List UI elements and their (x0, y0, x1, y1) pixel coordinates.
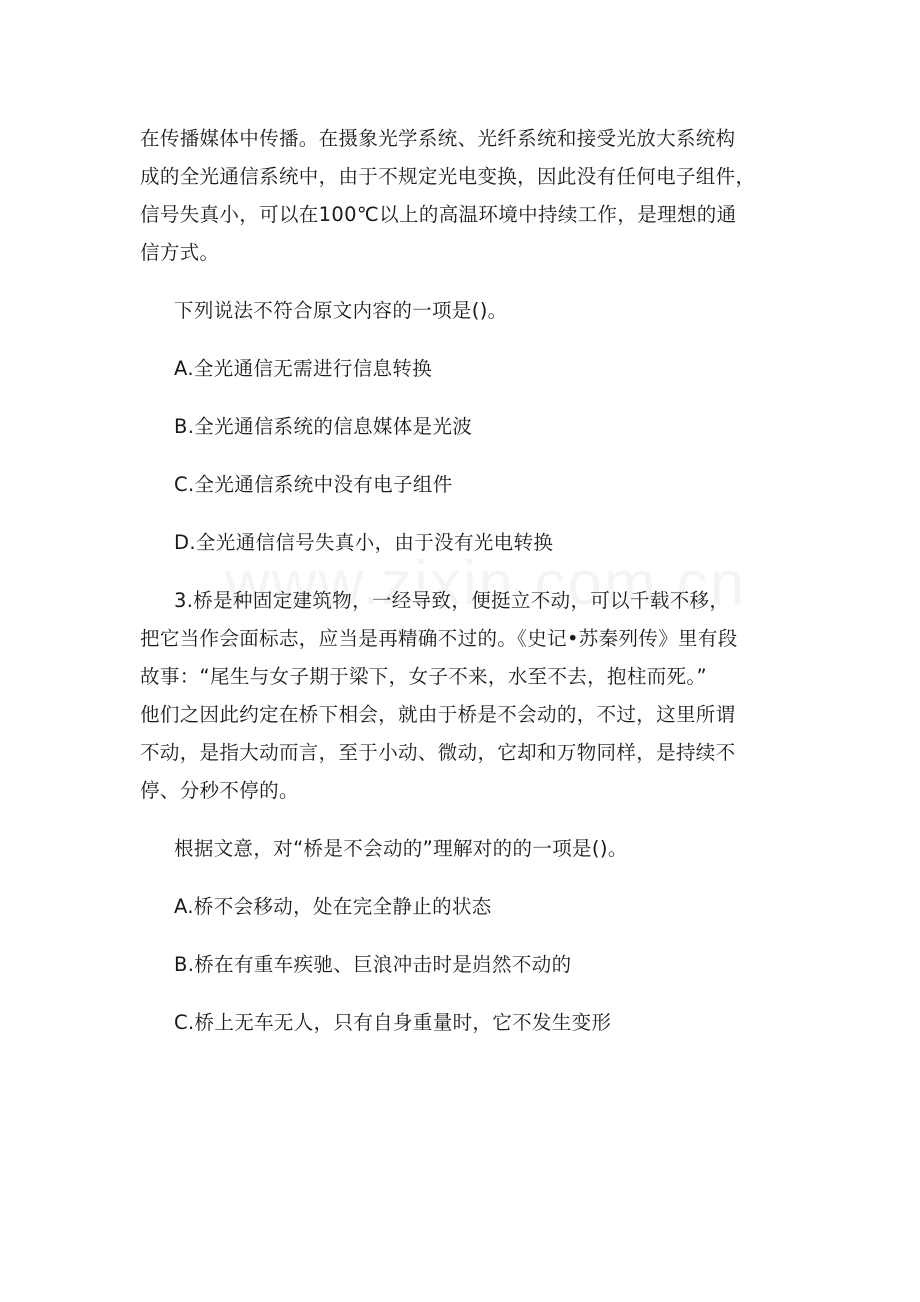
passage-line: 成的全光通信系统中，由于不规定光电变换，因此没有任何电子组件， (140, 165, 756, 188)
answer-option-b: B.桥在有重车疾驰、巨浪冲击时是岿然不动的 (174, 953, 572, 976)
document-body (140, 120, 790, 1042)
passage-line: 不动，是指大动而言，至于小动、微动，它却和万物同样，是持续不 (140, 741, 736, 764)
passage-line: 把它当作会面标志，应当是再精确不过的。《史记•苏秦列传》里有段 (140, 627, 738, 650)
question-stem: 根据文意，对“桥是不会动的”理解对的的一项是()。 (174, 837, 628, 860)
passage-line: 3.桥是种固定建筑物，一经导致，便挺立不动，可以千载不移， (174, 589, 730, 612)
passage-line: 信方式。 (140, 241, 220, 264)
passage-line: 他们之因此约定在桥下相会，就由于桥是不会动的，不过，这里所谓 (140, 703, 736, 726)
answer-option-d: D.全光通信信号失真小，由于没有光电转换 (174, 531, 554, 554)
passage-paragraph (140, 582, 790, 810)
passage-line: 停、分秒不停的。 (140, 779, 299, 802)
answer-option-c: C.桥上无车无人，只有自身重量时，它不发生变形 (174, 1011, 612, 1034)
passage-paragraph (140, 120, 790, 272)
answer-option-a: A.全光通信无需进行信息转换 (174, 357, 433, 380)
passage-line: 在传播媒体中传播。在摄象光学系统、光纤系统和接受光放大系统构 (140, 127, 736, 150)
answer-option-c: C.全光通信系统中没有电子组件 (174, 473, 453, 496)
passage-line: 信号失真小，可以在100℃以上的高温环境中持续工作，是理想的通 (140, 203, 737, 226)
answer-option-b: B.全光通信系统的信息媒体是光波 (174, 415, 473, 438)
question-stem: 下列说法不符合原文内容的一项是()。 (174, 299, 508, 322)
answer-option-a: A.桥不会移动，处在完全静止的状态 (174, 895, 492, 918)
passage-line: 故事：“尾生与女子期于梁下，女子不来，水至不去，抱柱而死。” (140, 665, 707, 688)
